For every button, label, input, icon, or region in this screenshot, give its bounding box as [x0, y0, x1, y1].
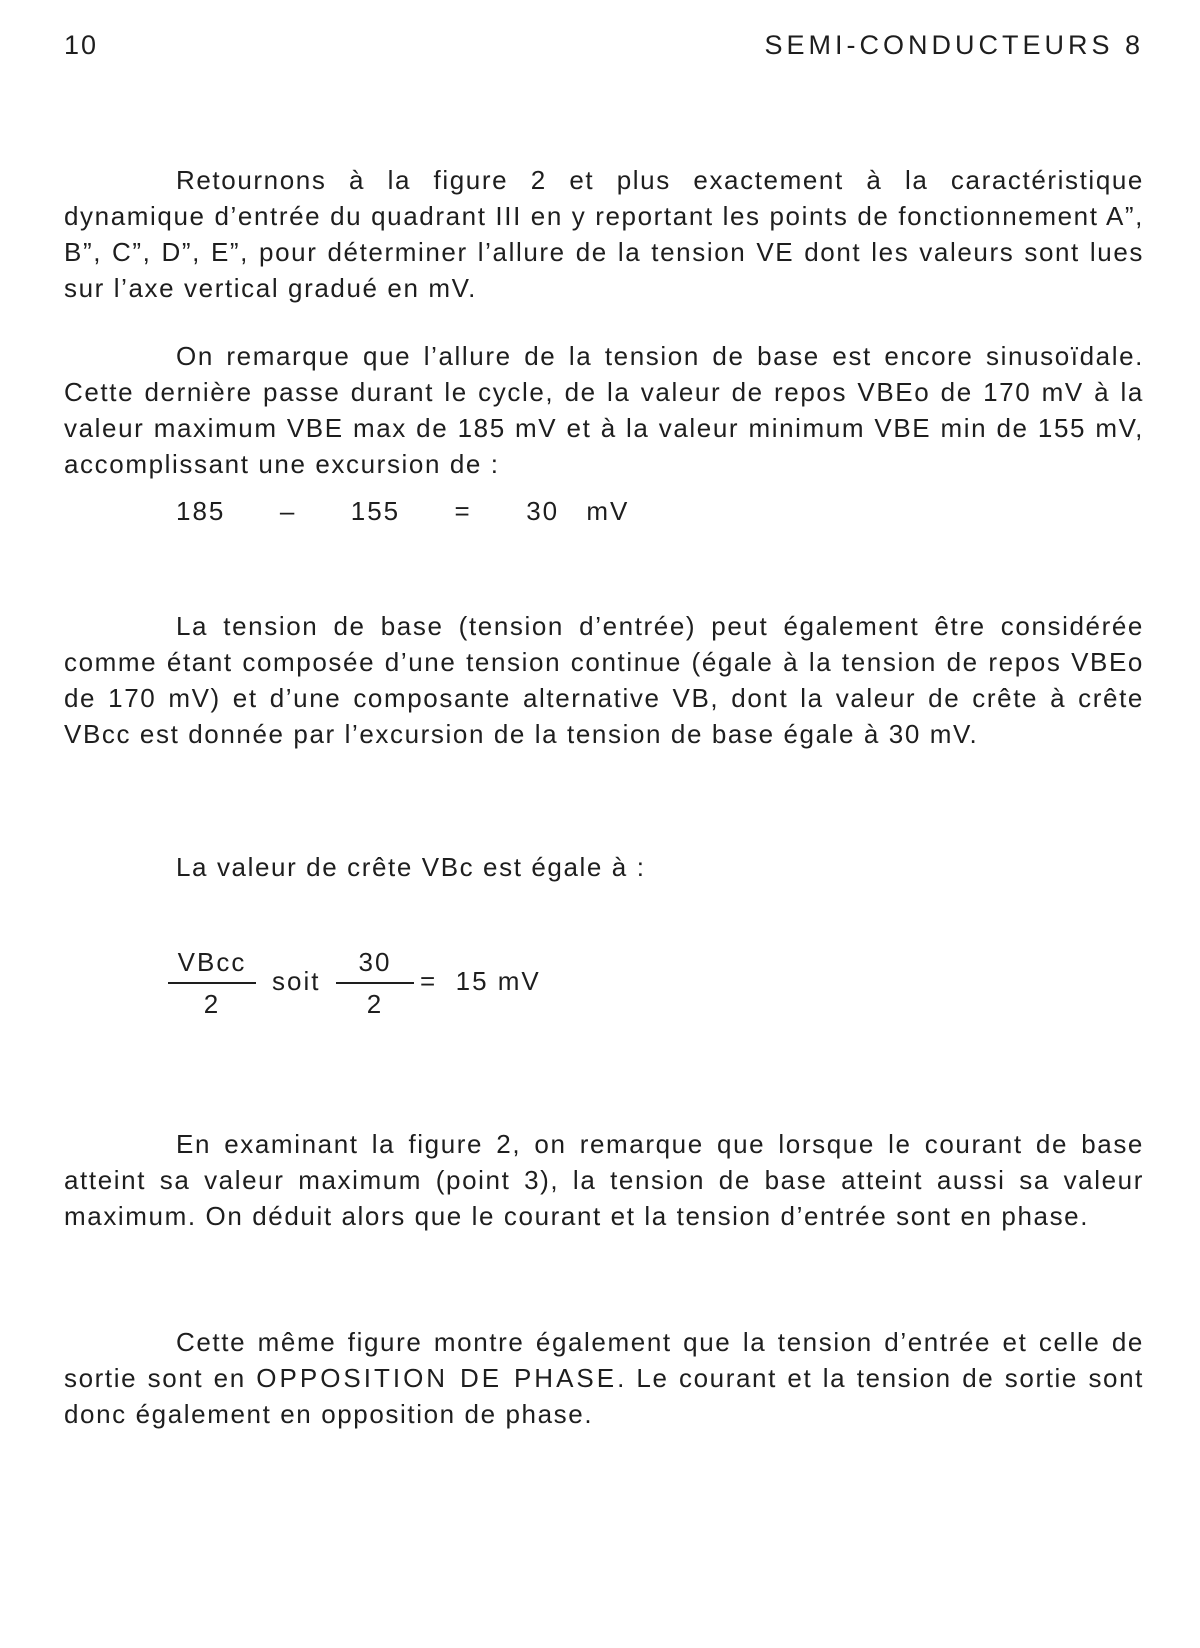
- page-header: [64, 30, 1144, 70]
- fraction-denominator: 2: [203, 989, 221, 1019]
- peak-value-formula: [168, 944, 588, 1034]
- fraction-bar: [168, 982, 256, 984]
- paragraph-2: On remarque que l’allure de la tension de base est encore sinusoïdale. Cette dernière passe durant le cycle, de la valeur de repos VBEo de 170 mV à la valeur maximum VBE max de 185 mV et à la valeur minimum VBE min de 155 mV, accomplissant une excursion de :: [64, 341, 1144, 479]
- running-head: SEMI-CONDUCTEURS 8: [764, 30, 1144, 60]
- fraction-bar: [336, 982, 414, 984]
- fraction-denominator: 2: [366, 989, 384, 1019]
- paragraph-4: La valeur de crête VBc est égale à :: [176, 852, 646, 882]
- equation-excursion: 185 – 155 = 30 mV: [176, 496, 630, 526]
- formula-result: = 15 mV: [420, 966, 541, 996]
- fraction-numerator: 30: [358, 947, 392, 977]
- page-number: 10: [64, 30, 99, 60]
- fraction-numerator: VBcc: [177, 947, 247, 977]
- paragraph-6: [64, 1324, 1144, 1432]
- emphasis-opposition-de-phase: OPPOSITION DE PHASE: [256, 1363, 618, 1393]
- fraction-vbcc-over-2: [168, 944, 256, 1022]
- formula-word-soit: soit: [272, 966, 321, 996]
- paragraph-6-text-start: Cette même figure montre également que la tension d’entrée et celle de sortie sont en: [64, 1327, 1144, 1393]
- paragraph-3: La tension de base (tension d’entrée) peut également être considérée comme étant composée d’une tension continue (égale à la tension de repos VBEo de 170 mV) et d’une composante alternative VB, dont la valeur de crête à crête VBcc est donnée par l’excursion de la tension de base égale à 30 mV.: [64, 611, 1144, 749]
- paragraph-6-text-end: . Le courant et la tension de sortie sont donc également en opposition de phase.: [64, 1363, 1145, 1429]
- paragraph-1: Retournons à la figure 2 et plus exactement à la caractéristique dynamique d’entrée du quadrant III en y reportant les points de fonctionnement A”, B”, C”, D”, E”, pour déterminer l’allure de la tension VE dont les valeurs sont lues sur l’axe vertical gradué en mV.: [64, 165, 1144, 303]
- fraction-30-over-2: [336, 944, 414, 1022]
- paragraph-5: En examinant la figure 2, on remarque que lorsque le courant de base atteint sa valeur maximum (point 3), la tension de base atteint aussi sa valeur maximum. On déduit alors que le courant et la tension d’entrée sont en phase.: [64, 1129, 1144, 1231]
